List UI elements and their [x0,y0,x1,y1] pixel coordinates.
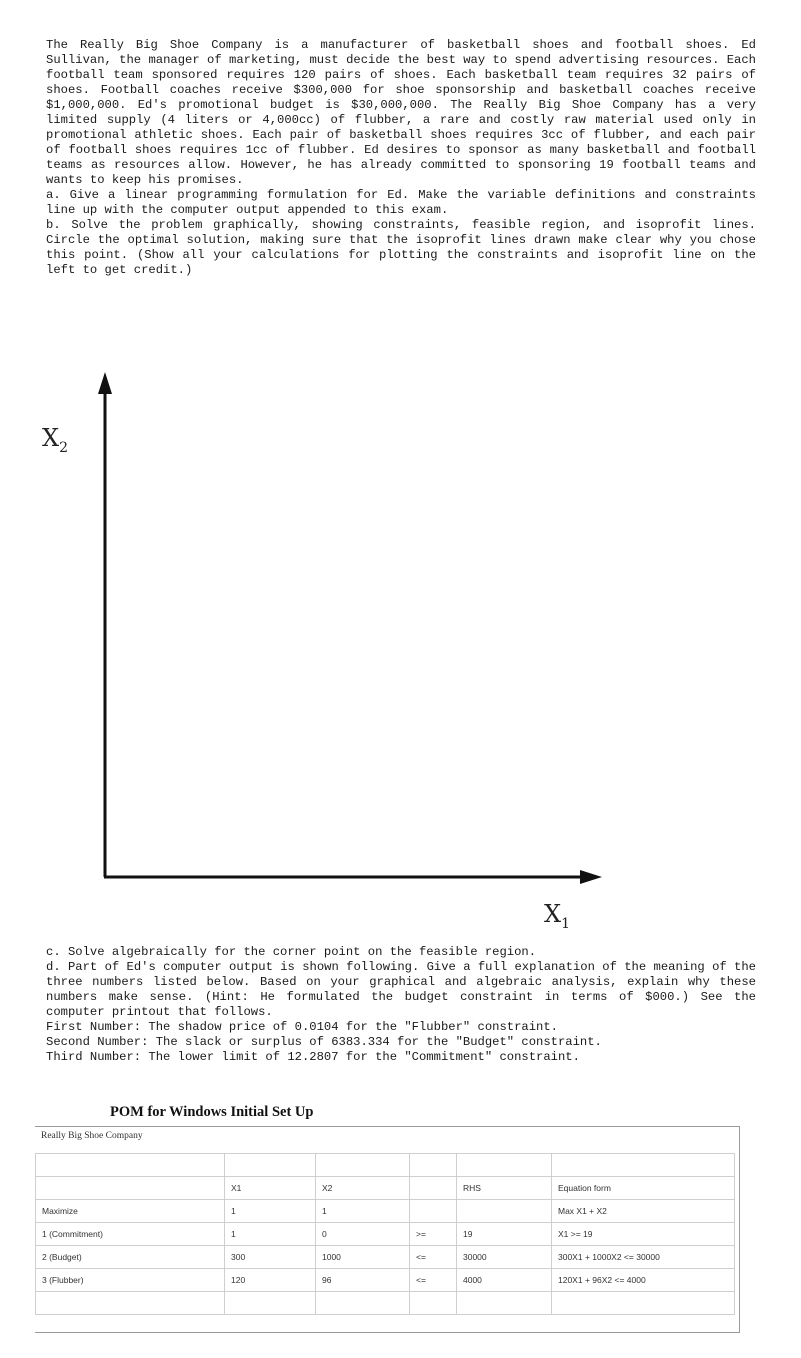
pom-cell: 96 [316,1269,410,1292]
pom-cell: 1000 [316,1246,410,1269]
pom-cell: 2 (Budget) [36,1246,225,1269]
pom-cell: Maximize [36,1200,225,1223]
pom-cell [410,1200,457,1223]
problem-intro: The Really Big Shoe Company is a manufacturer of basketball shoes and football shoes. Ed Sullivan, the manager of marketing, must decide the best way to spend advertising resources. Each football team sponsored requires 120 pairs of shoes. Each basketball team requires 32 pairs of shoes. Football coaches receive $300,000 for shoe sponsorship and basketball coaches receive $1,000,000. Ed's promotional budget is $30,000,000. The Really Big Shoe Company has a very limited supply (4 liters or 4,000cc) of flubber, a rare and costly raw material used only in promotional athletic shoes. Each pair of basketball shoes requires 3cc of flubber, and each pair of football shoes requires 1cc of flubber. Ed desires to sponsor as many basketball and football teams as resources allow. However, he has already committed to sponsoring 19 football teams and wants to keep his promises. [46,38,756,187]
pom-cell: 1 [225,1223,316,1246]
pom-cell: 30000 [457,1246,552,1269]
pom-cell: 1 (Commitment) [36,1223,225,1246]
pom-cell: 300 [225,1246,316,1269]
part-b: b. Solve the problem graphically, showing constraints, feasible region, and isoprofit lines. Circle the optimal solution, making sure that the isoprofit lines drawn make clear why you chose this point. (Show all your calculations for plotting the constraints and isoprofit line on the left to get credit.) [46,218,756,277]
pom-cell: 4000 [457,1269,552,1292]
pom-cell: Max X1 + X2 [552,1200,735,1223]
table-row [36,1269,735,1292]
lower-text [46,945,756,1065]
pom-cell: 120X1 + 96X2 <= 4000 [552,1269,735,1292]
pom-blank-row [36,1154,735,1177]
pom-cell: <= [410,1246,457,1269]
third-number: Third Number: The lower limit of 12.2807 for the "Commitment" constraint. [46,1050,580,1064]
pom-table [35,1153,735,1315]
pom-cell: <= [410,1269,457,1292]
pom-cell: 1 [316,1200,410,1223]
pom-cell: 300X1 + 1000X2 <= 30000 [552,1246,735,1269]
y-axis-label: $X_2$ [42,424,69,456]
pom-header-cell: X2 [316,1177,410,1200]
y-axis-arrowhead [98,372,112,394]
pom-header-cell: Equation form [552,1177,735,1200]
x-axis-arrowhead [580,870,602,884]
part-a: a. Give a linear programming formulation for Ed. Make the variable definitions and constraints line up with the computer output appended to this exam. [46,188,756,217]
pom-cell: 120 [225,1269,316,1292]
pom-cell: 3 (Flubber) [36,1269,225,1292]
pom-cell: >= [410,1223,457,1246]
pom-blank-row [36,1292,735,1315]
pom-cell [457,1200,552,1223]
pom-cell: 0 [316,1223,410,1246]
part-d: d. Part of Ed's computer output is shown following. Give a full explanation of the meaning of the three numbers listed below. Based on your graphical and algebraic analysis, explain why these numbers make sense. (Hint: He formulated the budget constraint in terms of $000.) See the computer printout that follows. [46,960,756,1019]
table-row [36,1246,735,1269]
pom-company: Really Big Shoe Company [41,1131,143,1141]
second-number: Second Number: The slack or surplus of 6383.334 for the "Budget" constraint. [46,1035,602,1049]
pom-cell: 1 [225,1200,316,1223]
pom-cell: 19 [457,1223,552,1246]
part-c: c. Solve algebraically for the corner point on the feasible region. [46,945,537,959]
x-axis-label: $X_1$ [544,900,571,932]
pom-cell: X1 >= 19 [552,1223,735,1246]
pom-table-frame [35,1126,740,1333]
pom-title: POM for Windows Initial Set Up [110,1104,314,1120]
pom-header-cell [36,1177,225,1200]
table-row [36,1200,735,1223]
pom-header-cell [410,1177,457,1200]
first-number: First Number: The shadow price of 0.0104 for the "Flubber" constraint. [46,1020,558,1034]
pom-header-row [36,1177,735,1200]
pom-header-cell: RHS [457,1177,552,1200]
table-row [36,1223,735,1246]
pom-header-cell: X1 [225,1177,316,1200]
